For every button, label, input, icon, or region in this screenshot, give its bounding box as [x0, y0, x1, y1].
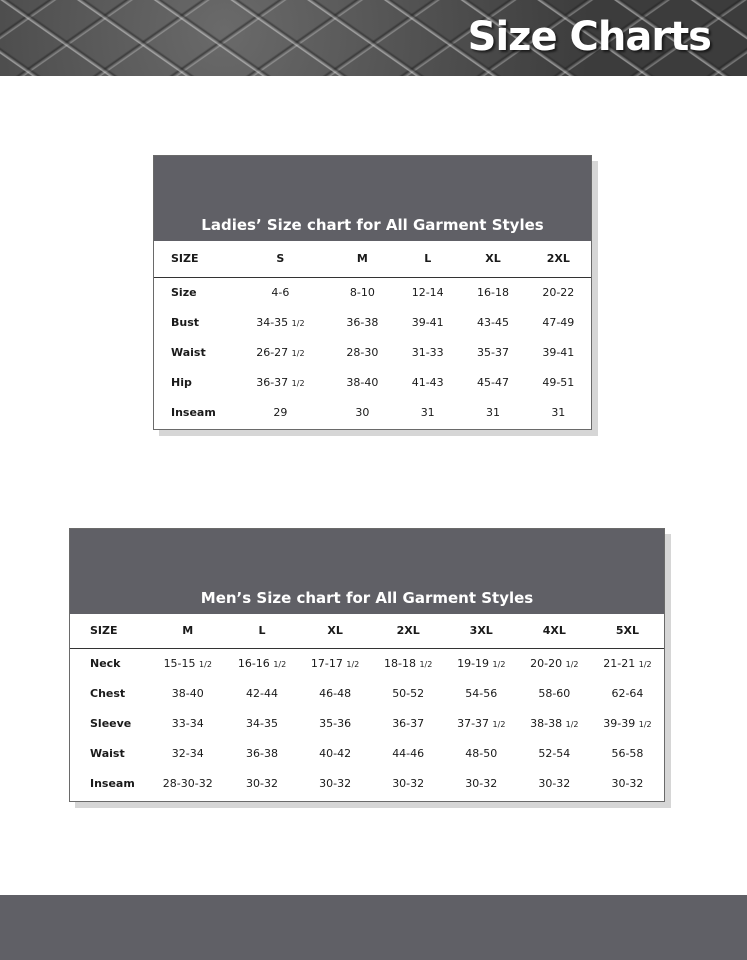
ladies-table-cell: 16-18 [477, 285, 509, 299]
mens-table-cell: 58-60 [538, 686, 571, 700]
table-row [154, 337, 591, 367]
mens-table-cell: 46-48 [319, 686, 352, 700]
ladies-table-cell: 47-49 [542, 315, 575, 329]
mens-size-chart [69, 528, 665, 802]
mens-column-header-size: SIZE [70, 614, 150, 648]
mens-header-row [70, 614, 664, 648]
table-row [154, 307, 591, 337]
fraction-text: 1/2 [291, 378, 305, 388]
ladies-row-label: Hip [171, 375, 192, 389]
fraction-text: 1/2 [291, 318, 305, 328]
mens-column-header: 5XL [591, 614, 664, 648]
mens-table-cell: 38-40 [171, 686, 204, 700]
ladies-column-header: 2XL [526, 241, 591, 277]
mens-column-header: M [150, 614, 225, 648]
mens-row-label: Neck [90, 656, 121, 670]
ladies-column-header: L [395, 241, 460, 277]
ladies-row-label: Inseam [171, 405, 216, 419]
mens-table-cell: 36-38 [246, 746, 278, 760]
ladies-table-cell: 31 [485, 405, 500, 419]
fraction-text: 1/2 [638, 659, 652, 669]
ladies-table-cell: 49-51 [542, 375, 575, 389]
mens-table-cell: 37-37 1/2 [457, 716, 506, 730]
table-row [70, 738, 664, 768]
mens-table-cell: 54-56 [465, 686, 498, 700]
mens-table-cell: 19-19 1/2 [457, 656, 506, 670]
ladies-header-row [154, 241, 591, 277]
ladies-table-cell: 12-14 [411, 285, 444, 299]
mens-table-cell: 21-21 1/2 [603, 656, 652, 670]
mens-row-label: Sleeve [90, 716, 132, 730]
ladies-table-cell: 8-10 [349, 285, 375, 299]
mens-row-label: Waist [90, 746, 125, 760]
mens-row-label: Inseam [90, 776, 135, 790]
mens-column-header: XL [299, 614, 372, 648]
ladies-table-cell: 4-6 [271, 285, 290, 299]
header-banner [0, 0, 747, 76]
fraction-text: 1/2 [565, 659, 579, 669]
fraction-text: 1/2 [273, 659, 287, 669]
ladies-row-label: Bust [171, 315, 200, 329]
mens-table-cell: 32-34 [171, 746, 204, 760]
mens-table-cell: 18-18 1/2 [384, 656, 433, 670]
mens-table-cell: 30-32 [611, 776, 644, 790]
fraction-text: 1/2 [565, 719, 579, 729]
ladies-column-header: XL [460, 241, 525, 277]
fraction-text: 1/2 [291, 348, 305, 358]
mens-table-cell: 40-42 [319, 746, 352, 760]
fraction-text: 1/2 [492, 719, 506, 729]
ladies-column-header-size: SIZE [154, 241, 231, 277]
ladies-table-cell: 35-37 [477, 345, 509, 359]
ladies-table-cell: 29 [273, 405, 288, 419]
table-row [70, 768, 664, 798]
mens-table-cell: 30-32 [319, 776, 352, 790]
ladies-row-label: Size [171, 285, 197, 299]
mens-table-cell: 42-44 [246, 686, 278, 700]
mens-table-cell: 52-54 [538, 746, 571, 760]
table-row [70, 678, 664, 708]
mens-table-cell: 30-32 [538, 776, 571, 790]
mens-table-cell: 33-34 [171, 716, 204, 730]
ladies-chart-title: Ladies’ Size chart for All Garment Styles [201, 216, 544, 234]
ladies-row-label: Waist [171, 345, 206, 359]
mens-table-cell: 36-37 [392, 716, 425, 730]
mens-table-cell: 28-30-32 [162, 776, 213, 790]
mens-column-header: 4XL [518, 614, 591, 648]
mens-column-header: L [225, 614, 298, 648]
ladies-table-cell: 20-22 [542, 285, 575, 299]
mens-table-cell: 56-58 [611, 746, 644, 760]
mens-table-body [70, 648, 664, 798]
mens-table-cell: 39-39 1/2 [603, 716, 652, 730]
ladies-table-body [154, 277, 591, 427]
ladies-table-cell: 36-37 1/2 [256, 375, 305, 389]
mens-table-cell: 35-36 [319, 716, 352, 730]
mens-chart-title: Men’s Size chart for All Garment Styles [200, 589, 534, 607]
mens-table-cell: 30-32 [246, 776, 278, 790]
fraction-text: 1/2 [199, 659, 212, 669]
table-row [70, 708, 664, 738]
table-row [154, 367, 591, 397]
mens-table-cell: 17-17 1/2 [310, 656, 360, 670]
mens-table-cell: 16-16 1/2 [237, 656, 287, 670]
ladies-chart-header [154, 156, 591, 241]
table-row [70, 648, 664, 678]
mens-table-cell: 15-15 1/2 [163, 656, 212, 670]
table-row [154, 277, 591, 307]
fraction-text: 1/2 [346, 659, 360, 669]
mens-table-cell: 30-32 [465, 776, 498, 790]
mens-table-cell: 48-50 [465, 746, 498, 760]
ladies-table-cell: 41-43 [411, 375, 444, 389]
ladies-size-table [154, 241, 591, 427]
mens-table-cell: 30-32 [392, 776, 425, 790]
fraction-text: 1/2 [419, 659, 433, 669]
ladies-table-cell: 39-41 [411, 315, 444, 329]
mens-column-header: 2XL [372, 614, 445, 648]
footer-bar [0, 895, 747, 960]
ladies-table-cell: 28-30 [346, 345, 379, 359]
ladies-table-cell: 45-47 [477, 375, 509, 389]
mens-chart-header [70, 529, 664, 614]
mens-table-cell: 20-20 1/2 [530, 656, 579, 670]
ladies-column-header: S [231, 241, 330, 277]
mens-table-cell: 34-35 [246, 716, 278, 730]
ladies-table-cell: 26-27 1/2 [256, 345, 305, 359]
mens-table-cell: 62-64 [611, 686, 644, 700]
fraction-text: 1/2 [638, 719, 652, 729]
mens-size-table [70, 614, 664, 798]
ladies-table-cell: 38-40 [346, 375, 379, 389]
ladies-table-cell: 43-45 [477, 315, 509, 329]
ladies-table-cell: 30 [355, 405, 370, 419]
mens-table-cell: 38-38 1/2 [530, 716, 579, 730]
mens-column-header: 3XL [445, 614, 518, 648]
ladies-table-cell: 31 [551, 405, 566, 419]
mens-table-cell: 44-46 [392, 746, 425, 760]
table-row [154, 397, 591, 427]
ladies-table-cell: 34-35 1/2 [256, 315, 305, 329]
ladies-table-cell: 36-38 [346, 315, 379, 329]
ladies-table-cell: 39-41 [542, 345, 575, 359]
page-title: Size Charts [467, 14, 711, 60]
ladies-column-header: M [330, 241, 395, 277]
ladies-table-cell: 31 [420, 405, 435, 419]
mens-table-cell: 50-52 [392, 686, 425, 700]
ladies-table-cell: 31-33 [411, 345, 444, 359]
ladies-size-chart [153, 155, 592, 430]
fraction-text: 1/2 [492, 659, 506, 669]
mens-row-label: Chest [90, 686, 126, 700]
